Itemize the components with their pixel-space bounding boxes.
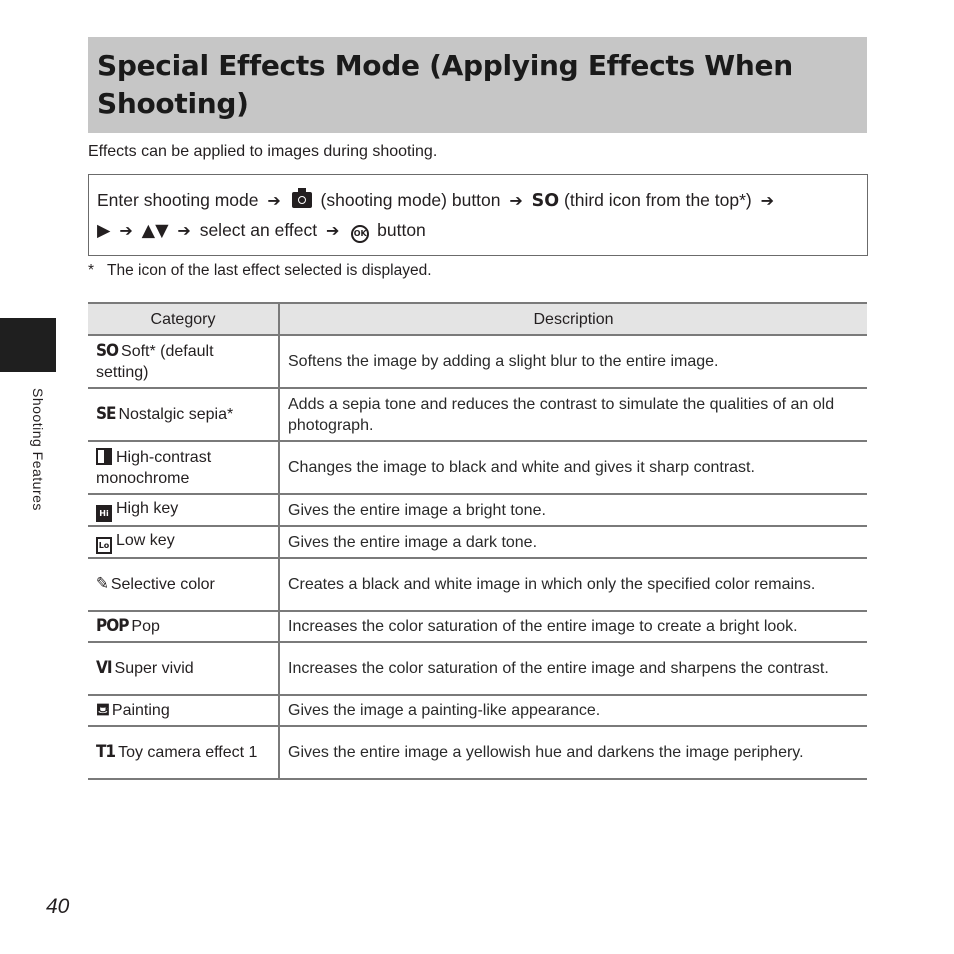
category-label: Selective color [110,576,215,593]
category-cell [88,695,279,726]
category-label: Toy camera effect 1 [118,744,258,761]
table-row [88,526,867,558]
category-label: Soft* (default setting) [96,342,214,381]
description-cell: Softens the image by adding a slight blur to the entire image. [279,335,867,388]
category-cell [88,611,279,642]
procedure-step-camera-button: (shooting mode) button [320,190,501,210]
soft-icon: SO [96,340,119,361]
table-row [88,611,867,642]
description-cell: Creates a black and white image in which only the specified color remains. [279,558,867,611]
procedure-step-enter: Enter shooting mode [97,190,259,210]
arrow-icon: ➔ [509,193,523,210]
description-cell: Gives the image a painting-like appearance. [279,695,867,726]
intro-text: Effects can be applied to images during shooting. [88,143,438,160]
category-label: Pop [131,618,160,635]
category-cell [88,335,279,388]
procedure-step-select: select an effect [199,220,318,240]
category-cell [88,441,279,494]
header-category: Category [88,303,279,335]
description-cell: Increases the color saturation of the entire image to create a bright look. [279,611,867,642]
category-cell [88,388,279,441]
description-cell: Gives the entire image a dark tone. [279,526,867,558]
table-row [88,558,867,611]
procedure-step-button: button [377,220,426,240]
effects-table [88,302,867,780]
painting-icon: ⛾ [96,700,109,720]
description-cell: Adds a sepia tone and reduces the contrast to simulate the qualities of an old photograph. [279,388,867,441]
category-label: Low key [116,532,175,549]
arrow-icon: ➔ [325,223,340,240]
description-cell: Increases the color saturation of the entire image and sharpens the contrast. [279,642,867,695]
footnote [88,261,432,281]
category-label: Painting [111,702,170,719]
chapter-tab [0,318,56,372]
table-row [88,494,867,526]
sepia-icon: SE [96,404,116,424]
multi-selector-updown-icon: ▲▼ [141,221,169,241]
multi-selector-right-icon: ▶ [97,221,111,241]
procedure-box [88,174,868,256]
page-number: 40 [46,895,70,918]
table-row [88,441,867,494]
table-row [88,388,867,441]
arrow-icon: ➔ [177,223,191,240]
soft-effect-icon: SO [531,191,560,211]
procedure-icon-note: (third icon from the top*) [564,190,752,210]
table-header-row [88,303,867,335]
arrow-icon: ➔ [267,193,281,210]
high-contrast-icon [96,448,112,465]
pop-icon: POP [96,616,129,636]
category-label: High-contrast monochrome [96,448,212,487]
arrow-icon: ➔ [760,193,775,210]
high-key-icon: Hi [96,505,112,522]
category-cell [88,558,279,611]
low-key-icon: Lo [96,537,112,554]
selective-color-icon: ✎ [96,574,108,594]
description-cell: Gives the entire image a bright tone. [279,494,867,526]
category-label: Nostalgic sepia* [118,406,234,423]
table-row [88,726,867,779]
header-description: Description [279,303,867,335]
footnote-marker: * [88,262,95,279]
table-row [88,335,867,388]
category-cell [88,726,279,779]
page-title: Special Effects Mode (Applying Effects When Shooting) [97,49,793,120]
category-label: High key [116,500,179,517]
toy-camera-icon: T1 [96,742,116,762]
description-cell: Gives the entire image a yellowish hue and darkens the image periphery. [279,726,867,779]
arrow-icon: ➔ [119,223,133,240]
super-vivid-icon: VI [96,658,112,678]
chapter-label: Shooting Features [30,388,46,511]
description-cell: Changes the image to black and white and gives it sharp contrast. [279,441,867,494]
camera-icon [292,192,312,208]
category-label: Super vivid [114,660,194,677]
title-banner [88,37,867,133]
ok-button-icon: OK [351,225,369,243]
table-row [88,695,867,726]
footnote-text: The icon of the last effect selected is displayed. [107,262,432,279]
category-cell [88,642,279,695]
category-cell [88,526,279,558]
category-cell [88,494,279,526]
table-row [88,642,867,695]
